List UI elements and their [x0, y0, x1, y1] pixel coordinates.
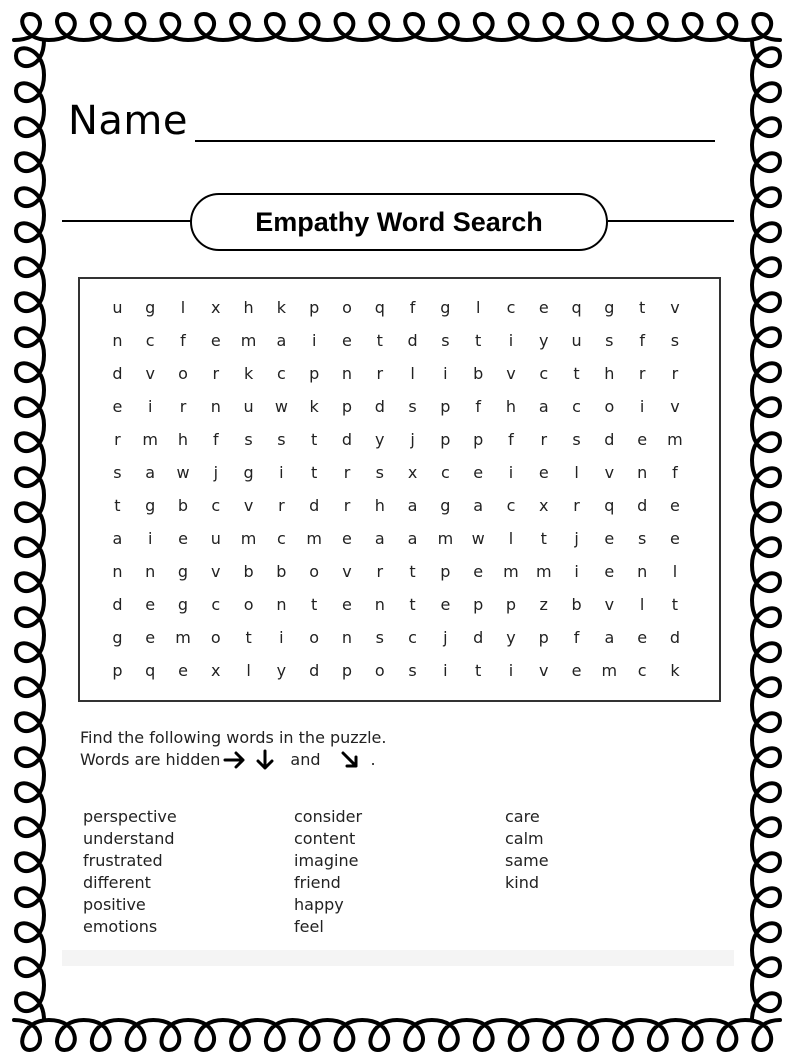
word-list-item: positive: [83, 895, 146, 914]
title-rule-left: [62, 220, 192, 222]
grid-letter[interactable]: w: [176, 463, 190, 482]
grid-letter[interactable]: i: [147, 529, 153, 548]
grid-letter[interactable]: w: [471, 529, 485, 548]
grid-letter[interactable]: t: [671, 595, 679, 614]
grid-letter[interactable]: s: [375, 463, 384, 482]
instructions: [80, 727, 386, 771]
grid-letter[interactable]: t: [245, 628, 252, 647]
border-bottom-curls: [14, 1020, 780, 1050]
grid-letter[interactable]: p: [440, 397, 451, 416]
grid-letter[interactable]: a: [407, 496, 418, 515]
grid-letter[interactable]: p: [341, 661, 353, 680]
grid-letter[interactable]: t: [540, 529, 547, 548]
grid-letter[interactable]: x: [407, 463, 418, 482]
letter-grid: [101, 291, 691, 687]
grid-letter[interactable]: l: [475, 298, 481, 317]
grid-letter[interactable]: i: [311, 331, 317, 350]
grid-letter[interactable]: r: [114, 430, 121, 449]
grid-letter[interactable]: u: [112, 298, 123, 317]
grid-letter[interactable]: o: [374, 661, 385, 680]
grid-letter[interactable]: d: [407, 331, 418, 350]
grid-letter[interactable]: e: [178, 661, 188, 680]
grid-letter[interactable]: m: [535, 562, 552, 581]
grid-letter[interactable]: g: [145, 496, 156, 515]
grid-letter[interactable]: f: [409, 298, 416, 317]
grid-letter[interactable]: n: [276, 595, 287, 614]
grid-letter[interactable]: e: [538, 463, 549, 482]
grid-letter[interactable]: f: [475, 397, 481, 416]
grid-letter[interactable]: j: [574, 529, 579, 548]
footer-shading: [62, 950, 734, 966]
word-search-grid-box: [78, 277, 721, 702]
grid-letter[interactable]: p: [473, 430, 484, 449]
grid-letter[interactable]: b: [276, 562, 287, 581]
grid-letter[interactable]: z: [539, 595, 548, 614]
grid-letter[interactable]: t: [409, 562, 416, 581]
grid-letter[interactable]: i: [639, 397, 645, 416]
grid-letter[interactable]: n: [210, 397, 221, 416]
grid-letter[interactable]: m: [240, 529, 257, 548]
grid-letter[interactable]: t: [573, 364, 580, 383]
grid-letter[interactable]: e: [637, 430, 648, 449]
grid-letter[interactable]: a: [276, 331, 287, 350]
grid-letter[interactable]: e: [670, 529, 680, 548]
grid-letter[interactable]: y: [276, 661, 287, 680]
grid-letter[interactable]: k: [670, 661, 680, 680]
grid-letter[interactable]: c: [276, 364, 286, 383]
grid-letter[interactable]: d: [309, 496, 320, 515]
grid-letter[interactable]: e: [112, 397, 123, 416]
grid-letter[interactable]: a: [374, 529, 385, 548]
grid-letter[interactable]: c: [506, 298, 516, 317]
grid-letter[interactable]: b: [571, 595, 582, 614]
grid-letter[interactable]: s: [375, 628, 384, 647]
grid-letter[interactable]: v: [145, 364, 155, 383]
grid-letter[interactable]: t: [311, 463, 318, 482]
grid-letter[interactable]: n: [637, 562, 648, 581]
grid-letter[interactable]: o: [309, 562, 320, 581]
name-field[interactable]: [68, 96, 718, 152]
grid-letter[interactable]: r: [212, 364, 220, 383]
grid-letter[interactable]: e: [178, 529, 188, 548]
grid-letter[interactable]: e: [145, 595, 156, 614]
grid-letter[interactable]: e: [342, 595, 352, 614]
word-list-item: consider: [294, 807, 363, 826]
grid-letter[interactable]: u: [571, 331, 582, 350]
grid-letter[interactable]: i: [508, 661, 514, 680]
grid-letter[interactable]: s: [277, 430, 286, 449]
grid-letter[interactable]: y: [375, 430, 385, 449]
grid-letter[interactable]: n: [637, 463, 648, 482]
grid-letter[interactable]: d: [473, 628, 484, 647]
grid-letter[interactable]: p: [309, 298, 320, 317]
word-list-item: emotions: [83, 917, 158, 936]
instructions-and: and: [290, 750, 321, 769]
title-rule-right: [608, 220, 734, 222]
grid-letter[interactable]: d: [112, 364, 123, 383]
grid-letter[interactable]: e: [473, 562, 484, 581]
grid-letter[interactable]: v: [670, 397, 680, 416]
grid-letter[interactable]: e: [473, 463, 484, 482]
grid-letter[interactable]: m: [503, 562, 519, 581]
word-list-column-3: [505, 806, 549, 894]
arrow-right-icon: [222, 749, 248, 771]
word-list-column-1: [83, 806, 177, 938]
grid-letter[interactable]: d: [637, 496, 648, 515]
grid-letter[interactable]: f: [672, 463, 678, 482]
grid-letter[interactable]: i: [147, 397, 153, 416]
grid-letter[interactable]: e: [604, 562, 615, 581]
grid-letter[interactable]: v: [342, 562, 352, 581]
grid-letter[interactable]: f: [639, 331, 645, 350]
word-list-item: friend: [294, 873, 341, 892]
grid-letter[interactable]: c: [637, 661, 647, 680]
grid-letter[interactable]: m: [306, 529, 322, 548]
grid-letter[interactable]: c: [572, 397, 581, 416]
grid-letter[interactable]: p: [473, 595, 484, 614]
grid-letter[interactable]: p: [341, 397, 353, 416]
grid-letter[interactable]: y: [506, 628, 516, 647]
grid-letter[interactable]: k: [243, 364, 254, 383]
grid-letter[interactable]: s: [244, 430, 253, 449]
grid-letter[interactable]: x: [211, 298, 221, 317]
grid-letter[interactable]: i: [279, 628, 284, 647]
grid-letter[interactable]: m: [437, 529, 454, 548]
grid-letter[interactable]: t: [376, 331, 383, 350]
grid-letter[interactable]: s: [670, 331, 680, 350]
grid-letter[interactable]: l: [180, 298, 186, 317]
grid-letter[interactable]: n: [112, 331, 123, 350]
grid-letter[interactable]: s: [572, 430, 581, 449]
grid-letter[interactable]: t: [409, 595, 416, 614]
grid-letter[interactable]: t: [639, 298, 646, 317]
grid-letter[interactable]: v: [539, 661, 549, 680]
grid-letter[interactable]: f: [573, 628, 580, 647]
border-right-curls: [752, 40, 780, 1020]
instructions-period: .: [370, 750, 376, 769]
grid-letter[interactable]: e: [670, 496, 680, 515]
grid-letter[interactable]: g: [112, 628, 123, 647]
grid-letter[interactable]: n: [112, 562, 123, 581]
grid-letter[interactable]: r: [638, 364, 646, 383]
grid-letter[interactable]: l: [672, 562, 678, 581]
word-list-item: feel: [294, 917, 324, 936]
grid-letter[interactable]: e: [538, 298, 549, 317]
grid-letter[interactable]: e: [342, 529, 352, 548]
grid-letter[interactable]: m: [667, 430, 683, 449]
word-list-column-2: [294, 806, 362, 938]
grid-letter[interactable]: c: [539, 364, 549, 383]
grid-letter[interactable]: q: [145, 661, 156, 680]
grid-letter[interactable]: n: [341, 628, 353, 647]
grid-letter[interactable]: q: [571, 298, 582, 317]
arrow-diagonal-down-right-icon: [337, 749, 363, 771]
grid-letter[interactable]: l: [246, 661, 251, 680]
grid-letter[interactable]: a: [604, 628, 615, 647]
grid-letter[interactable]: o: [178, 364, 188, 383]
grid-letter[interactable]: l: [410, 364, 415, 383]
grid-letter[interactable]: o: [604, 397, 615, 416]
grid-letter[interactable]: p: [309, 364, 320, 383]
grid-letter[interactable]: h: [243, 298, 254, 317]
grid-letter[interactable]: r: [179, 397, 187, 416]
grid-letter[interactable]: x: [211, 661, 221, 680]
word-list-item: calm: [505, 829, 544, 848]
grid-letter[interactable]: p: [112, 661, 123, 680]
grid-letter[interactable]: g: [604, 298, 615, 317]
grid-letter[interactable]: p: [440, 430, 451, 449]
grid-letter[interactable]: v: [670, 298, 680, 317]
grid-letter[interactable]: c: [506, 496, 516, 515]
grid-letter[interactable]: i: [508, 463, 514, 482]
grid-letter[interactable]: i: [443, 661, 448, 680]
grid-letter[interactable]: t: [311, 430, 318, 449]
grid-letter[interactable]: i: [574, 562, 579, 581]
word-list-item: kind: [505, 873, 540, 892]
grid-letter[interactable]: e: [604, 529, 615, 548]
grid-letter[interactable]: r: [540, 430, 548, 449]
name-label: Name: [68, 98, 189, 144]
arrow-down-icon: [252, 749, 278, 771]
grid-letter[interactable]: r: [343, 496, 351, 515]
grid-letter[interactable]: r: [376, 364, 384, 383]
grid-letter[interactable]: q: [374, 298, 385, 317]
grid-letter[interactable]: r: [671, 364, 679, 383]
word-list-item: different: [83, 873, 151, 892]
grid-letter[interactable]: e: [210, 331, 221, 350]
grid-letter[interactable]: t: [311, 595, 318, 614]
grid-letter[interactable]: d: [669, 628, 681, 647]
grid-letter[interactable]: a: [473, 496, 484, 515]
instructions-line-2: [80, 749, 386, 771]
grid-letter[interactable]: u: [210, 529, 221, 548]
grid-letter[interactable]: c: [276, 529, 286, 548]
word-list-item: perspective: [83, 807, 177, 826]
grid-letter[interactable]: a: [145, 463, 156, 482]
grid-letter[interactable]: k: [309, 397, 319, 416]
grid-letter[interactable]: t: [475, 331, 482, 350]
grid-letter[interactable]: c: [440, 463, 450, 482]
grid-letter[interactable]: e: [637, 628, 648, 647]
grid-letter[interactable]: r: [376, 562, 384, 581]
grid-letter[interactable]: m: [175, 628, 191, 647]
grid-letter[interactable]: i: [508, 331, 514, 350]
grid-letter[interactable]: s: [605, 331, 614, 350]
border-left-curls: [16, 40, 44, 1020]
grid-letter[interactable]: b: [177, 496, 189, 515]
grid-letter[interactable]: c: [211, 595, 221, 614]
word-list-item: same: [505, 851, 549, 870]
grid-letter[interactable]: b: [243, 562, 254, 581]
grid-letter[interactable]: d: [309, 661, 320, 680]
grid-letter[interactable]: g: [243, 463, 254, 482]
grid-letter[interactable]: s: [441, 331, 450, 350]
grid-letter[interactable]: j: [213, 463, 219, 482]
grid-letter[interactable]: p: [538, 628, 549, 647]
grid-letter[interactable]: h: [505, 397, 517, 416]
grid-letter[interactable]: d: [374, 397, 385, 416]
grid-letter[interactable]: a: [112, 529, 123, 548]
grid-letter[interactable]: o: [243, 595, 254, 614]
instructions-line-1: Find the following words in the puzzle.: [80, 728, 387, 747]
grid-letter[interactable]: h: [604, 364, 615, 383]
grid-letter[interactable]: f: [212, 430, 219, 449]
grid-letter[interactable]: g: [440, 496, 451, 515]
grid-letter[interactable]: v: [506, 364, 516, 383]
grid-letter[interactable]: f: [180, 331, 186, 350]
grid-letter[interactable]: e: [145, 628, 156, 647]
grid-letter[interactable]: s: [113, 463, 122, 482]
grid-letter[interactable]: s: [408, 397, 417, 416]
grid-letter[interactable]: i: [443, 364, 448, 383]
grid-letter[interactable]: l: [508, 529, 514, 548]
grid-letter[interactable]: e: [571, 661, 582, 680]
grid-letter[interactable]: r: [573, 496, 580, 515]
title-banner: [190, 193, 608, 251]
grid-letter[interactable]: u: [243, 397, 254, 416]
grid-letter[interactable]: x: [539, 496, 549, 515]
grid-letter[interactable]: b: [473, 364, 484, 383]
grid-letter[interactable]: o: [210, 628, 221, 647]
grid-letter[interactable]: e: [440, 595, 451, 614]
word-list-item: care: [505, 807, 540, 826]
grid-letter[interactable]: q: [604, 496, 615, 515]
grid-letter[interactable]: p: [505, 595, 517, 614]
word-list-item: happy: [294, 895, 344, 914]
grid-letter[interactable]: h: [177, 430, 189, 449]
grid-letter[interactable]: p: [440, 562, 451, 581]
grid-letter[interactable]: l: [574, 463, 579, 482]
grid-letter[interactable]: d: [341, 430, 353, 449]
grid-letter[interactable]: r: [343, 463, 351, 482]
grid-letter[interactable]: n: [145, 562, 156, 581]
grid-letter[interactable]: c: [211, 496, 221, 515]
grid-letter[interactable]: w: [274, 397, 288, 416]
grid-letter[interactable]: l: [639, 595, 645, 614]
grid-letter[interactable]: t: [475, 661, 482, 680]
grid-letter[interactable]: m: [142, 430, 158, 449]
grid-letter[interactable]: a: [538, 397, 549, 416]
name-underline: [195, 140, 715, 142]
grid-letter[interactable]: e: [342, 331, 352, 350]
word-list-item: understand: [83, 829, 175, 848]
grid-letter[interactable]: o: [309, 628, 320, 647]
instructions-prefix: Words are hidden: [80, 750, 221, 769]
grid-letter[interactable]: n: [374, 595, 385, 614]
grid-letter[interactable]: d: [112, 595, 123, 614]
grid-letter[interactable]: m: [601, 661, 618, 680]
word-list-item: imagine: [294, 851, 359, 870]
grid-letter[interactable]: c: [145, 331, 155, 350]
grid-letter[interactable]: a: [407, 529, 418, 548]
grid-letter[interactable]: h: [374, 496, 385, 515]
grid-letter[interactable]: s: [637, 529, 647, 548]
grid-letter[interactable]: v: [211, 562, 221, 581]
grid-letter[interactable]: c: [408, 628, 417, 647]
grid-letter[interactable]: d: [604, 430, 615, 449]
grid-letter[interactable]: v: [604, 595, 615, 614]
grid-letter[interactable]: t: [114, 496, 121, 515]
grid-letter[interactable]: g: [440, 298, 451, 317]
grid-letter[interactable]: v: [604, 463, 615, 482]
grid-letter[interactable]: g: [177, 562, 189, 581]
grid-letter[interactable]: f: [508, 430, 514, 449]
grid-letter[interactable]: o: [342, 298, 352, 317]
word-list-item: content: [294, 829, 356, 848]
grid-letter[interactable]: r: [278, 496, 285, 515]
grid-letter[interactable]: k: [276, 298, 287, 317]
word-list-item: frustrated: [83, 851, 163, 870]
grid-letter[interactable]: j: [443, 628, 448, 647]
grid-letter[interactable]: g: [145, 298, 156, 317]
grid-letter[interactable]: i: [279, 463, 284, 482]
page-title: Empathy Word Search: [255, 206, 543, 237]
grid-letter[interactable]: j: [410, 430, 415, 449]
grid-letter[interactable]: g: [177, 595, 189, 614]
grid-letter[interactable]: v: [243, 496, 254, 515]
grid-letter[interactable]: s: [408, 661, 417, 680]
grid-letter[interactable]: y: [539, 331, 549, 350]
grid-letter[interactable]: m: [240, 331, 257, 350]
border-top-curls: [14, 14, 780, 40]
grid-letter[interactable]: n: [341, 364, 353, 383]
